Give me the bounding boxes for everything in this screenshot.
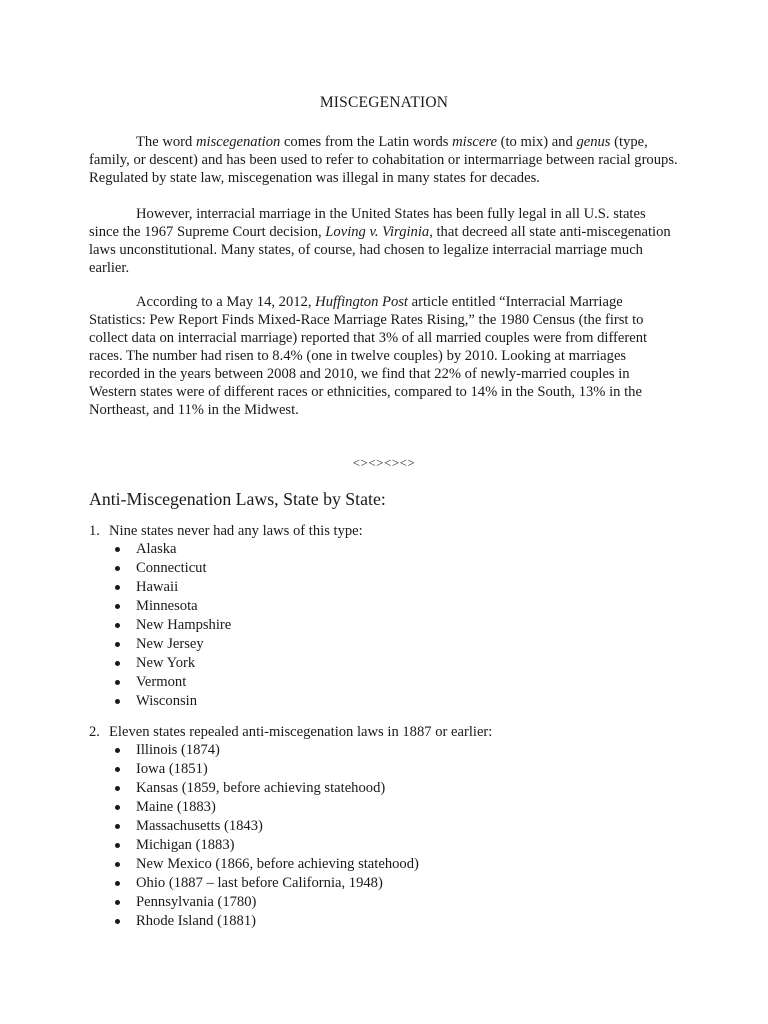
bullet-icon (115, 767, 120, 772)
paragraph-etymology: The word miscegenation comes from the Latin words miscere (to mix) and genus (type, family, or descent) and has been used to refer to cohabitation or intermarriage between racial groups. Regulated by state law, miscegenation was illegal in many states for decades. (89, 134, 678, 186)
list-repealed-early (89, 723, 689, 931)
paragraph-legal-history: However, interracial marriage in the United States has been fully legal in all U.S. states since the 1967 Supreme Court decision, Loving v. Virginia, that decreed all state anti-miscegenation laws unconstitutional. Many states, of course, had chosen to legalize interracial marriage much earlier. (89, 206, 671, 276)
list-item: Ohio (1887 – last before California, 1948) (89, 874, 689, 893)
list-item: New Mexico (1866, before achieving statehood) (89, 855, 689, 874)
list-item: Wisconsin (89, 692, 689, 711)
section-separator: <><><><> (352, 455, 416, 470)
list-item: Massachusetts (1843) (89, 817, 689, 836)
bullet-icon (115, 699, 120, 704)
list-item: Michigan (1883) (89, 836, 689, 855)
list-item: Connecticut (89, 559, 689, 578)
bullet-icon (115, 623, 120, 628)
paragraph-statistics: According to a May 14, 2012, Huffington Post article entitled “Interracial Marriage Statistics: Pew Report Finds Mixed-Race Marriage Rates Rising,” the 1980 Census (the first to collect data on interracial marriage) reported that 3% of all married couples were from different races. The number had risen to 8.4% (one in twelve couples) by 2010. Looking at marriages recorded in the years between 2008 and 2010, we find that 22% of newly-married couples in Western states were of different races or ethnicities, compared to 14% in the South, 13% in the Northeast, and 11% in the Midwest. (89, 294, 648, 418)
list-item: New Jersey (89, 635, 689, 654)
list-never-had-laws (89, 522, 689, 711)
page-title: MISCEGENATION (319, 94, 449, 111)
bullet-icon (115, 786, 120, 791)
bullet-icon (115, 661, 120, 666)
list-item: Maine (1883) (89, 798, 689, 817)
list-heading: 2. Eleven states repealed anti-miscegenation laws in 1887 or earlier: (89, 724, 493, 740)
bullet-icon (115, 680, 120, 685)
bullet-icon (115, 862, 120, 867)
bullet-icon (115, 881, 120, 886)
section-heading: Anti-Miscegenation Laws, State by State: (89, 489, 386, 509)
list-item: Alaska (89, 540, 689, 559)
list-heading: 1. Nine states never had any laws of this type: (89, 523, 363, 539)
list-item: Hawaii (89, 578, 689, 597)
list-item: Minnesota (89, 597, 689, 616)
bullet-icon (115, 843, 120, 848)
bullet-icon (115, 547, 120, 552)
list-item: Illinois (1874) (89, 741, 689, 760)
list-item: Vermont (89, 673, 689, 692)
bullet-icon (115, 566, 120, 571)
bullet-icon (115, 805, 120, 810)
bullet-icon (115, 604, 120, 609)
list-item: Pennsylvania (1780) (89, 893, 689, 912)
list-item: Rhode Island (1881) (89, 912, 689, 931)
list-item: New Hampshire (89, 616, 689, 635)
list-item: Kansas (1859, before achieving statehood) (89, 779, 689, 798)
bullet-icon (115, 642, 120, 647)
bullet-icon (115, 919, 120, 924)
bullet-icon (115, 585, 120, 590)
list-item: Iowa (1851) (89, 760, 689, 779)
bullet-icon (115, 900, 120, 905)
list-item: New York (89, 654, 689, 673)
bullet-icon (115, 748, 120, 753)
bullet-icon (115, 824, 120, 829)
